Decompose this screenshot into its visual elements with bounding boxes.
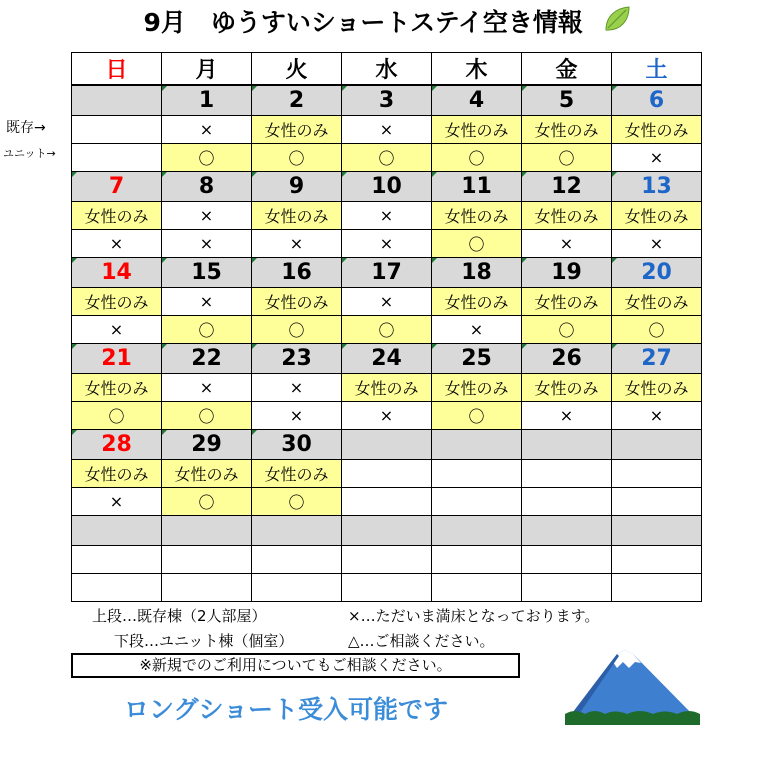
date-cell bbox=[612, 516, 702, 546]
date-cell: 10 bbox=[342, 172, 432, 202]
existing-cell: 女性のみ bbox=[252, 288, 342, 316]
existing-cell bbox=[432, 546, 522, 574]
unit-row bbox=[72, 402, 702, 430]
unit-cell bbox=[72, 574, 162, 602]
existing-cell: 女性のみ bbox=[522, 374, 612, 402]
unit-cell: × bbox=[612, 144, 702, 172]
date-cell: 7 bbox=[72, 172, 162, 202]
unit-cell: 〇 bbox=[612, 316, 702, 344]
existing-cell: 女性のみ bbox=[72, 374, 162, 402]
date-cell: 29 bbox=[162, 430, 252, 460]
date-cell: 24 bbox=[342, 344, 432, 374]
unit-cell bbox=[342, 488, 432, 516]
unit-cell: 〇 bbox=[162, 488, 252, 516]
new-user-notice: ※新規でのご利用についてもご相談ください。 bbox=[71, 653, 520, 678]
existing-cell bbox=[342, 460, 432, 488]
existing-cell: × bbox=[252, 374, 342, 402]
existing-cell: 女性のみ bbox=[252, 116, 342, 144]
existing-cell: 女性のみ bbox=[432, 116, 522, 144]
existing-cell: 女性のみ bbox=[432, 374, 522, 402]
existing-cell: 女性のみ bbox=[342, 374, 432, 402]
unit-cell: × bbox=[252, 402, 342, 430]
existing-cell: 女性のみ bbox=[252, 202, 342, 230]
date-cell: 9 bbox=[252, 172, 342, 202]
unit-cell: × bbox=[342, 230, 432, 258]
unit-cell: 〇 bbox=[252, 144, 342, 172]
weekday-header-row bbox=[72, 53, 702, 86]
weekday-monday: 月 bbox=[162, 53, 252, 86]
existing-row-label: 既存→ bbox=[6, 120, 46, 136]
existing-cell bbox=[252, 546, 342, 574]
unit-cell bbox=[162, 574, 252, 602]
date-cell: 21 bbox=[72, 344, 162, 374]
existing-cell: × bbox=[162, 116, 252, 144]
existing-cell: 女性のみ bbox=[252, 460, 342, 488]
unit-cell: × bbox=[612, 230, 702, 258]
unit-cell: 〇 bbox=[72, 402, 162, 430]
existing-row bbox=[72, 460, 702, 488]
existing-cell bbox=[72, 116, 162, 144]
date-row bbox=[72, 516, 702, 546]
existing-cell: 女性のみ bbox=[612, 116, 702, 144]
date-cell: 13 bbox=[612, 172, 702, 202]
unit-cell: 〇 bbox=[252, 316, 342, 344]
unit-cell: × bbox=[162, 230, 252, 258]
existing-cell: 女性のみ bbox=[72, 288, 162, 316]
unit-cell: 〇 bbox=[162, 316, 252, 344]
unit-cell: 〇 bbox=[252, 488, 342, 516]
unit-cell: 〇 bbox=[432, 230, 522, 258]
unit-cell: × bbox=[252, 230, 342, 258]
date-cell: 19 bbox=[522, 258, 612, 288]
unit-cell: × bbox=[522, 230, 612, 258]
date-cell: 14 bbox=[72, 258, 162, 288]
legend-full: ×…ただいま満床となっております。 bbox=[348, 607, 600, 625]
date-cell: 2 bbox=[252, 85, 342, 116]
existing-cell: 女性のみ bbox=[162, 460, 252, 488]
date-cell: 27 bbox=[612, 344, 702, 374]
unit-row bbox=[72, 230, 702, 258]
existing-row bbox=[72, 546, 702, 574]
existing-cell: × bbox=[162, 374, 252, 402]
existing-cell: 女性のみ bbox=[432, 288, 522, 316]
availability-calendar bbox=[71, 52, 702, 602]
unit-cell: × bbox=[522, 402, 612, 430]
unit-cell bbox=[432, 574, 522, 602]
page-title-text: 9月 ゆうすいショートステイ空き情報 bbox=[143, 8, 583, 37]
unit-cell: × bbox=[72, 488, 162, 516]
existing-cell bbox=[72, 546, 162, 574]
date-cell bbox=[432, 430, 522, 460]
unit-cell bbox=[522, 488, 612, 516]
date-cell: 25 bbox=[432, 344, 522, 374]
existing-cell bbox=[612, 546, 702, 574]
date-cell bbox=[522, 430, 612, 460]
date-cell: 16 bbox=[252, 258, 342, 288]
existing-row bbox=[72, 288, 702, 316]
unit-cell bbox=[342, 574, 432, 602]
date-cell: 3 bbox=[342, 85, 432, 116]
existing-cell bbox=[162, 546, 252, 574]
long-stay-banner: ロングショート受入可能です bbox=[124, 695, 449, 724]
page-title bbox=[0, 4, 775, 40]
unit-cell: 〇 bbox=[342, 144, 432, 172]
existing-row bbox=[72, 374, 702, 402]
date-cell: 18 bbox=[432, 258, 522, 288]
existing-cell bbox=[522, 546, 612, 574]
date-cell: 17 bbox=[342, 258, 432, 288]
date-row bbox=[72, 258, 702, 288]
date-cell bbox=[252, 516, 342, 546]
date-cell: 26 bbox=[522, 344, 612, 374]
unit-cell: 〇 bbox=[432, 144, 522, 172]
date-cell: 5 bbox=[522, 85, 612, 116]
date-cell: 11 bbox=[432, 172, 522, 202]
existing-cell bbox=[612, 460, 702, 488]
date-cell bbox=[72, 516, 162, 546]
date-cell: 8 bbox=[162, 172, 252, 202]
date-row bbox=[72, 430, 702, 460]
weekday-tuesday: 火 bbox=[252, 53, 342, 86]
existing-cell bbox=[432, 460, 522, 488]
existing-row bbox=[72, 116, 702, 144]
date-cell bbox=[162, 516, 252, 546]
unit-row bbox=[72, 316, 702, 344]
existing-cell: × bbox=[342, 202, 432, 230]
existing-cell bbox=[522, 460, 612, 488]
date-cell: 30 bbox=[252, 430, 342, 460]
date-row bbox=[72, 85, 702, 116]
date-cell bbox=[522, 516, 612, 546]
unit-cell: 〇 bbox=[432, 402, 522, 430]
existing-cell: × bbox=[162, 288, 252, 316]
unit-cell: 〇 bbox=[162, 402, 252, 430]
existing-cell: 女性のみ bbox=[522, 202, 612, 230]
existing-cell: 女性のみ bbox=[72, 202, 162, 230]
date-cell bbox=[342, 516, 432, 546]
date-cell: 28 bbox=[72, 430, 162, 460]
unit-cell: 〇 bbox=[522, 316, 612, 344]
weekday-sunday: 日 bbox=[72, 53, 162, 86]
existing-cell: 女性のみ bbox=[612, 202, 702, 230]
unit-row-label: ユニット→ bbox=[3, 147, 56, 160]
unit-row bbox=[72, 574, 702, 602]
date-cell: 22 bbox=[162, 344, 252, 374]
unit-cell bbox=[72, 144, 162, 172]
date-cell: 12 bbox=[522, 172, 612, 202]
legend-lower-row: 下段…ユニット棟（個室） bbox=[114, 632, 294, 650]
existing-row bbox=[72, 202, 702, 230]
existing-cell: 女性のみ bbox=[522, 116, 612, 144]
date-cell: 23 bbox=[252, 344, 342, 374]
existing-cell: × bbox=[342, 116, 432, 144]
unit-row bbox=[72, 144, 702, 172]
legend-upper-row: 上段…既存棟（2人部屋） bbox=[92, 607, 267, 625]
existing-cell: × bbox=[162, 202, 252, 230]
existing-cell: × bbox=[342, 288, 432, 316]
unit-cell: × bbox=[72, 230, 162, 258]
date-cell: 1 bbox=[162, 85, 252, 116]
date-row bbox=[72, 344, 702, 374]
unit-cell: × bbox=[612, 402, 702, 430]
existing-cell: 女性のみ bbox=[72, 460, 162, 488]
date-cell: 6 bbox=[612, 85, 702, 116]
unit-cell bbox=[612, 574, 702, 602]
existing-cell: 女性のみ bbox=[522, 288, 612, 316]
date-cell bbox=[72, 85, 162, 116]
unit-cell: 〇 bbox=[162, 144, 252, 172]
legend-consult: △…ご相談ください。 bbox=[348, 632, 495, 650]
existing-cell: 女性のみ bbox=[612, 288, 702, 316]
unit-cell bbox=[252, 574, 342, 602]
leaf-icon bbox=[602, 4, 632, 44]
unit-row bbox=[72, 488, 702, 516]
date-cell: 4 bbox=[432, 85, 522, 116]
unit-cell bbox=[612, 488, 702, 516]
unit-cell: 〇 bbox=[522, 144, 612, 172]
existing-cell: 女性のみ bbox=[612, 374, 702, 402]
date-cell bbox=[612, 430, 702, 460]
unit-cell: × bbox=[342, 402, 432, 430]
unit-cell bbox=[522, 574, 612, 602]
date-cell bbox=[342, 430, 432, 460]
unit-cell: × bbox=[432, 316, 522, 344]
date-cell: 20 bbox=[612, 258, 702, 288]
mountain-icon bbox=[565, 640, 700, 729]
date-row bbox=[72, 172, 702, 202]
date-cell: 15 bbox=[162, 258, 252, 288]
unit-cell: 〇 bbox=[342, 316, 432, 344]
unit-cell bbox=[432, 488, 522, 516]
weekday-friday: 金 bbox=[522, 53, 612, 86]
date-cell bbox=[432, 516, 522, 546]
unit-cell: × bbox=[72, 316, 162, 344]
existing-cell bbox=[342, 546, 432, 574]
weekday-thursday: 木 bbox=[432, 53, 522, 86]
weekday-saturday: 土 bbox=[612, 53, 702, 86]
weekday-wednesday: 水 bbox=[342, 53, 432, 86]
existing-cell: 女性のみ bbox=[432, 202, 522, 230]
